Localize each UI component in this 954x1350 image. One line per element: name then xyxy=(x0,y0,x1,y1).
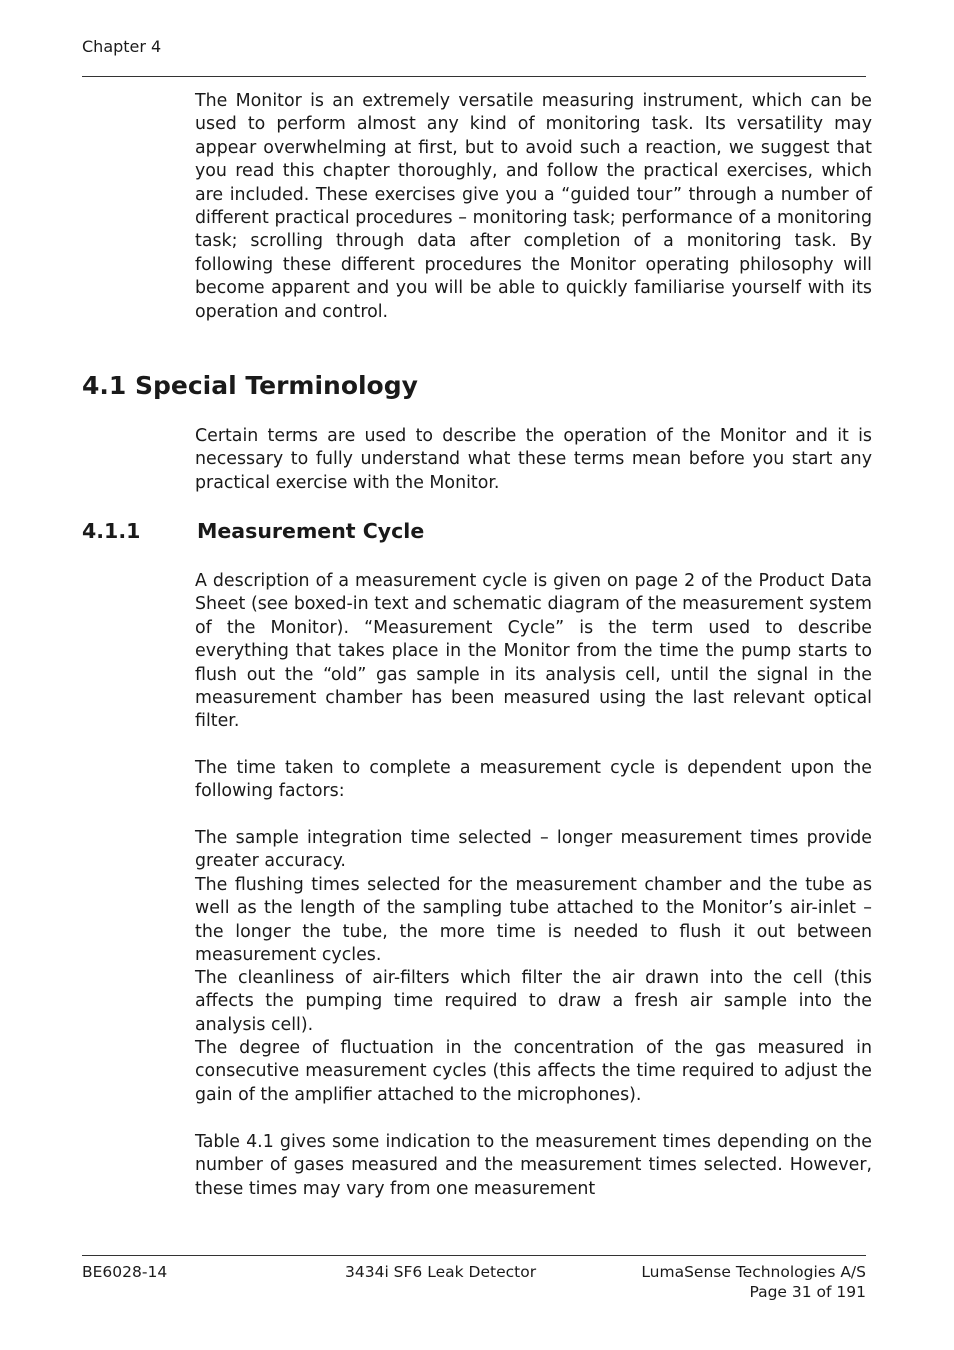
cycle-paragraph-3: Table 4.1 gives some indication to the measurement times depending on the number of gases measured and the measurement times selected. However, these times may vary from one measurement xyxy=(195,1132,872,1199)
footer-doc-id: BE6028-14 xyxy=(82,1263,168,1281)
footer-page-number: Page 31 of 191 xyxy=(749,1283,866,1301)
subsection-heading xyxy=(82,519,424,543)
section-heading: 4.1 Special Terminology xyxy=(82,371,418,400)
intro-paragraph: The Monitor is an extremely versatile measuring instrument, which can be used to perform almost any kind of monitoring task. Its versatility may appear overwhelming at first, but to avoid such a reaction, we suggest that you read this chapter thoroughly, and follow the practical exercises, which are included. These exercises give you a “guided tour” through a number of different practical procedures – monitoring task; performance of a monitoring task; scrolling through data after completion of a monitoring task. By following these different procedures the Monitor operating philosophy will become apparent and you will be able to quickly familiarise yourself with its operation and control. xyxy=(195,91,872,322)
factor-item: The cleanliness of air-filters which filter the air drawn into the cell (this affects the pumping time required to draw a fresh air sample into the analysis cell). xyxy=(195,968,872,1035)
footer-rule xyxy=(82,1255,866,1256)
factor-item: The sample integration time selected – longer measurement times provide greater accuracy. xyxy=(195,828,872,872)
subsection-number: 4.1.1 xyxy=(82,519,141,543)
header-rule xyxy=(82,76,866,77)
cycle-paragraph-2: The time taken to complete a measurement cycle is dependent upon the following factors: xyxy=(195,758,872,802)
factor-item: The degree of fluctuation in the concentration of the gas measured in consecutive measurement cycles (this affects the time required to adjust the gain of the amplifier attached to the microphones). xyxy=(195,1038,872,1105)
cycle-paragraph-1: A description of a measurement cycle is given on page 2 of the Product Data Sheet (see boxed-in text and schematic diagram of the measurement system of the Monitor). “Measurement Cycle” is the term used to describe everything that takes place in the Monitor from the time the pump starts to flush out the “old” gas sample in its analysis cell, until the signal in the measurement chamber has been measured using the last relevant optical filter. xyxy=(195,571,872,732)
running-header: Chapter 4 xyxy=(82,37,162,56)
footer-right xyxy=(641,1262,866,1302)
factor-item: The flushing times selected for the measurement chamber and the tube as well as the length of the sampling tube attached to the Monitor’s air-inlet – the longer the tube, the more time is needed to flush it out between measurement cycles. xyxy=(195,875,872,966)
section-paragraph: Certain terms are used to describe the operation of the Monitor and it is necessary to fully understand what these terms mean before you start any practical exercise with the Monitor. xyxy=(195,426,872,493)
footer-product: 3434i SF6 Leak Detector xyxy=(345,1263,537,1281)
footer-company: LumaSense Technologies A/S xyxy=(641,1263,866,1281)
subsection-title: Measurement Cycle xyxy=(197,519,425,543)
